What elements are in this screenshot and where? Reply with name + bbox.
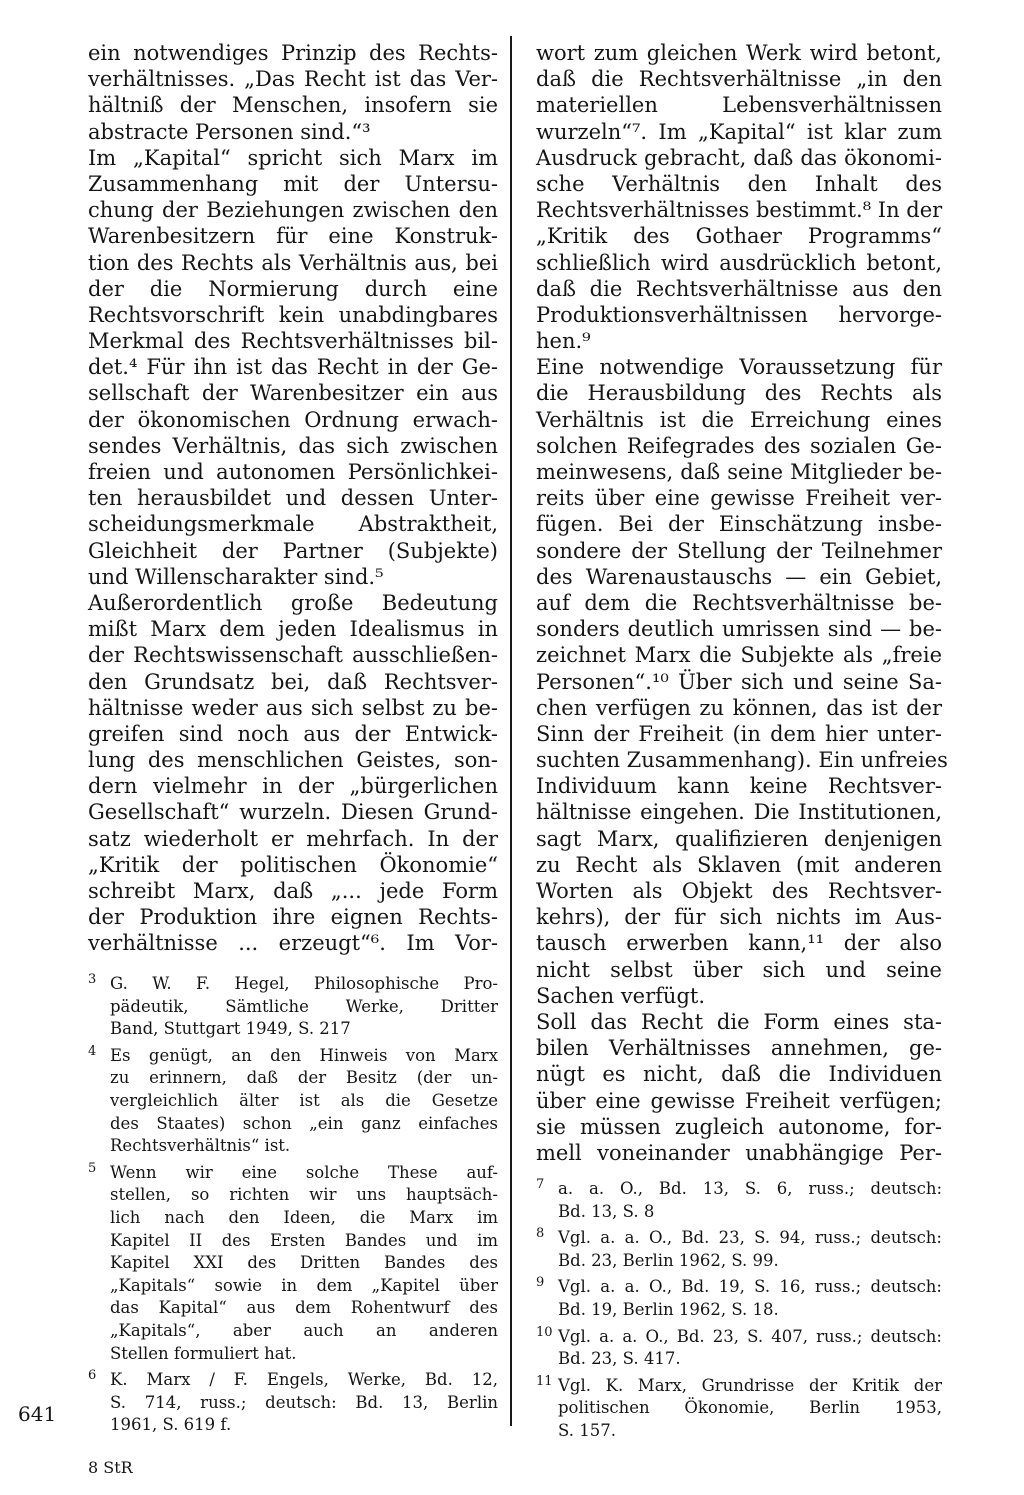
left-column-line: freien und autonomen Persönlichkei- [88,460,498,484]
footnote-line: Band, Stuttgart 1949, S. 217 [110,1019,351,1039]
left-column-body-text [88,40,498,957]
footnote-number: 9 [536,1275,545,1291]
right-column-line: Worten als Objekt des Rechtsver- [536,879,942,903]
right-column-line: zeichnet Marx die Subjekte als „freie [536,643,942,668]
footnote-line: 1961, S. 619 f. [110,1415,232,1435]
footnote-7 [536,1178,942,1223]
footnote-4 [88,1045,498,1158]
left-column-line: greifen sind noch aus der Entwick- [88,721,498,746]
footnote-line: S. 157. [558,1420,616,1440]
right-column-line: kehrs), der für sich nichts im Aus- [536,905,942,930]
right-column-line: des Warenaustauschs — ein Gebiet, [536,564,942,589]
footnote-5 [88,1162,498,1365]
printer-signature-mark: 8 StR [88,1458,133,1477]
footnote-line: S. 714, russ.; deutsch: Bd. 13, Berlin [110,1392,498,1412]
right-column-line: suchten Zusammenhang). Ein unfreies [536,748,948,773]
footnote-line: stellen, so richten wir uns hauptsäch- [110,1185,498,1205]
right-column-line: reits über eine gewisse Freiheit ver- [536,486,942,511]
footnote-number: 5 [88,1160,97,1176]
footnote-6 [88,1369,498,1437]
right-column-line: meinwesens, daß seine Mitglieder be- [536,460,942,484]
footnote-number: 4 [88,1043,97,1059]
left-column-line: den Grundsatz bei, daß Rechtsver- [88,669,498,694]
footnote-number: 11 [536,1373,553,1389]
footnote-number: 6 [88,1368,97,1384]
right-column-line: hen.⁹ [536,329,591,354]
right-column-line: Individuum kann keine Rechtsver- [536,774,942,799]
left-column-line: tion des Rechts als Verhältnis aus, bei [88,250,498,275]
right-column-line: „Kritik des Gothaer Programms“ [536,224,942,249]
footnote-line: Vgl. a. a. O., Bd. 19, S. 16, russ.; deutsch: [558,1277,942,1297]
right-column-line: sonders deutlich umrissen sind — be- [536,617,942,642]
footnote-9 [536,1276,942,1321]
footnote-11 [536,1375,942,1443]
footnote-line: lich nach den Ideen, die Marx im [110,1207,498,1227]
right-column-line: sche Verhältnis den Inhalt des [536,171,942,196]
footnote-line: Kapitel XXI des Dritten Bandes des [110,1253,498,1273]
right-column-line: tausch erwerben kann,¹¹ der also [536,931,942,956]
right-column-line: sagt Marx, qualifizieren denjenigen [536,826,942,851]
footnote-line: politischen Ökonomie, Berlin 1953, [558,1398,942,1418]
right-column-line: Sachen verfügt. [536,983,706,1008]
left-column-line: ein notwendiges Prinzip des Rechts- [88,41,498,65]
footnote-line: des Staates) schon „ein ganz einfaches [110,1113,498,1133]
right-column-line: fügen. Bei der Einschätzung insbe- [536,512,942,537]
right-column-line: daß die Rechtsverhältnisse aus den [536,276,942,301]
footnote-line: Vgl. a. a. O., Bd. 23, S. 407, russ.; deutsch: [558,1326,942,1346]
left-column-line: verhältnisses. „Das Recht ist das Ver- [88,67,498,92]
right-column-line: wort zum gleichen Werk wird betont, [536,41,942,65]
footnote-line: Es genügt, an den Hinweis von Marx [110,1045,498,1065]
left-column-line: ten herausbildet und dessen Unter- [88,486,498,511]
footnote-number: 8 [536,1226,545,1242]
right-column-line: sie müssen zugleich autonome, for- [536,1114,942,1139]
right-column-line: hältnisse eingehen. Die Institutionen, [536,800,942,825]
footnote-line: Rechtsverhältnis“ ist. [110,1136,291,1156]
left-column-line: der Rechtswissenschaft ausschließen- [88,643,498,668]
footnote-line: vergleichlich älter ist als die Gesetze [110,1090,498,1110]
footnote-3 [88,973,498,1041]
left-column-line: und Willenscharakter sind.⁵ [88,564,384,589]
left-column-line: Zusammenhang mit der Untersu- [88,171,498,196]
footnote-line: Stellen formuliert hat. [110,1343,297,1363]
column-divider [510,36,512,1426]
left-column-line: Gesellschaft“ wurzeln. Diesen Grund- [88,800,498,825]
left-column-line: mißt Marx dem jeden Idealismus in [88,617,498,642]
right-column-line: mell voneinander unabhängige Per- [536,1140,942,1165]
left-column-line: der die Normierung durch eine [88,276,498,301]
right-column-line: auf dem die Rechtsverhältnisse be- [536,590,942,615]
left-column-line: sellschaft der Warenbesitzer ein aus [88,381,498,406]
footnote-line: Bd. 13, S. 8 [558,1201,655,1221]
left-column-line: der Produktion ihre eignen Rechts- [88,905,498,930]
left-column-line: chung der Beziehungen zwischen den [88,198,498,223]
footnote-line: Wenn wir eine solche These auf- [110,1162,498,1182]
left-column-line: lung des menschlichen Geistes, son- [88,748,498,773]
left-column-line: Im „Kapital“ spricht sich Marx im [88,145,498,170]
footnote-line: „Kapitals“, aber auch an anderen [110,1320,498,1340]
right-column-line: nicht selbst über sich und seine [536,957,942,982]
right-column-line: Ausdruck gebracht, daß das ökonomi- [536,145,942,170]
left-column-line: det.⁴ Für ihn ist das Recht in der Ge- [88,355,498,380]
footnote-number: 10 [536,1324,553,1340]
right-column-line: die Herausbildung des Rechts als [536,381,942,406]
left-column-line: „Kritik der politischen Ökonomie“ [88,852,498,877]
right-column-body-text [536,40,948,1166]
footnote-line: pädeutik, Sämtliche Werke, Dritter [110,996,498,1016]
left-column-line: Rechtsvorschrift kein unabdingbares [88,302,498,327]
right-column-line: wurzeln“⁷. Im „Kapital“ ist klar zum [536,119,942,144]
right-column-line: chen verfügen zu können, das ist der [536,695,942,720]
footnote-number: 3 [88,972,97,987]
right-column-line: zu Recht als Sklaven (mit anderen [536,852,942,877]
right-column-line: nügt es nicht, daß die Individuen [536,1062,942,1087]
right-column-line: Eine notwendige Voraussetzung für [536,355,942,380]
right-column-line: Rechtsverhältnisses bestimmt.⁸ In der [536,198,943,223]
footnote-line: Vgl. K. Marx, Grundrisse der Kritik der [558,1375,942,1395]
right-column-line: über eine gewisse Freiheit verfügen; [536,1088,942,1113]
footnote-line: zu erinnern, daß der Besitz (der un- [110,1068,498,1088]
left-column-line: Gleichheit der Partner (Subjekte) [88,538,498,563]
right-column-line: schließlich wird ausdrücklich betont, [536,250,942,275]
right-column-line: Personen“.¹⁰ Über sich und seine Sa- [536,669,942,694]
footnote-line: K. Marx / F. Engels, Werke, Bd. 12, [110,1370,498,1390]
right-column-line: solchen Reifegrades des sozialen Ge- [536,433,942,458]
footnote-line: G. W. F. Hegel, Philosophische Pro- [110,974,498,993]
left-column-line: dern vielmehr in der „bürgerlichen [88,774,498,799]
footnote-line: a. a. O., Bd. 13, S. 6, russ.; deutsch: [558,1179,942,1198]
footnote-line: das Kapital“ aus dem Rohentwurf des [110,1298,498,1318]
right-column-line: Verhältnis ist die Erreichung eines [536,407,942,432]
footnote-line: Bd. 23, Berlin 1962, S. 99. [558,1250,779,1270]
footnote-line: Bd. 19, Berlin 1962, S. 18. [558,1299,779,1319]
footnote-8 [536,1227,942,1272]
left-column-line: satz wiederholt er mehrfach. In der [88,826,498,851]
footnote-line: Bd. 23, S. 417. [558,1349,681,1369]
footnote-number: 7 [536,1177,545,1192]
footnote-line: „Kapitals“ sowie in dem „Kapitel über [110,1275,498,1295]
page-number: 641 [18,1402,57,1426]
left-column-line: abstracte Personen sind.“³ [88,119,371,144]
left-column-line: hältniß der Menschen, insofern sie [88,93,498,118]
right-column-line: Sinn der Freiheit (in dem hier unter- [536,721,942,746]
footnote-10 [536,1326,942,1371]
left-column-line: Merkmal des Rechtsverhältnisses bil- [88,329,498,354]
left-column-line: scheidungsmerkmale Abstraktheit, [88,512,498,537]
left-column-line: schreibt Marx, daß „... jede Form [88,879,498,903]
left-column-line: verhältnisse ... erzeugt“⁶. Im Vor- [88,931,498,956]
right-column-line: materiellen Lebensverhältnissen [536,93,942,118]
right-column-line: sondere der Stellung der Teilnehmer [536,538,942,563]
left-footnotes [88,973,498,1441]
footnote-line: Kapitel II des Ersten Bandes und im [110,1230,498,1250]
left-column-line: hältnisse weder aus sich selbst zu be- [88,695,498,720]
right-footnotes [536,1178,942,1447]
right-column-line: Produktionsverhältnissen hervorge- [536,302,942,327]
right-column-line: Soll das Recht die Form eines sta- [536,1009,942,1034]
left-column-line: Außerordentlich große Bedeutung [88,590,498,615]
left-column-line: der ökonomischen Ordnung erwach- [88,407,498,432]
right-column-line: daß die Rechtsverhältnisse „in den [536,67,942,92]
footnote-line: Vgl. a. a. O., Bd. 23, S. 94, russ.; deutsch: [558,1228,942,1248]
left-column-line: Warenbesitzern für eine Konstruk- [88,224,498,249]
right-column-line: bilen Verhältnisses annehmen, ge- [536,1036,942,1061]
left-column-line: sendes Verhältnis, das sich zwischen [88,433,498,458]
